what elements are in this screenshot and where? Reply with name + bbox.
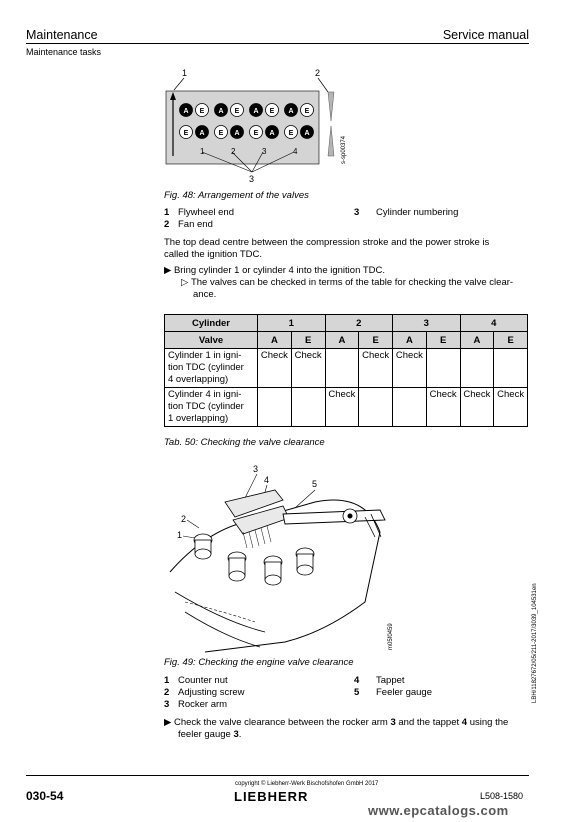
- cylinder-header: Cylinder: [165, 315, 258, 332]
- fig48-callout-3: 3: [249, 174, 255, 184]
- fig49-side-code: m05f0459: [388, 623, 394, 650]
- page-number: 030-54: [26, 789, 64, 803]
- header-rule: [26, 43, 529, 44]
- header-subtitle: Maintenance tasks: [26, 47, 102, 57]
- valve-col: E: [291, 332, 325, 349]
- step-arrow-icon: ▶: [164, 717, 172, 728]
- table-cell: Check: [494, 388, 528, 427]
- valve-col: A: [393, 332, 427, 349]
- engine-valve-figure: [165, 462, 405, 654]
- valve-letter: A: [199, 130, 205, 137]
- header-left-title: Maintenance: [26, 28, 98, 42]
- fig49-legend-5: 5 Feeler gauge: [354, 687, 432, 698]
- valve-letter: E: [218, 130, 224, 137]
- valve-col: E: [359, 332, 393, 349]
- cylinder-2-header: 2: [325, 315, 393, 332]
- table-cell: Check: [393, 349, 427, 388]
- fig48-legend-3: 3 Cylinder numbering: [354, 207, 459, 218]
- fig49-callout-2: 2: [181, 514, 187, 524]
- cylinder-3-header: 3: [393, 315, 461, 332]
- valve-clearance-table: [164, 314, 528, 427]
- table-caption: Tab. 50: Checking the valve clearance: [164, 437, 325, 448]
- row-label: Cylinder 1 in igni- tion TDC (cylinder 4 overlapping): [165, 349, 258, 388]
- footer-rule: [26, 775, 529, 776]
- valve-letter: A: [253, 108, 259, 115]
- brand-logo: LIEBHERR: [234, 789, 309, 804]
- valve-col: A: [258, 332, 292, 349]
- table-cell: [258, 388, 292, 427]
- fig48-cyl-3: 3: [262, 147, 267, 156]
- valve-letter: E: [288, 130, 294, 137]
- valve-letter: E: [269, 108, 275, 115]
- valve-header: Valve: [165, 332, 258, 349]
- table-cell: [426, 349, 460, 388]
- table-cell: Check: [258, 349, 292, 388]
- valve-letter: A: [234, 130, 240, 137]
- table-cell: Check: [460, 388, 494, 427]
- table-cell: Check: [291, 349, 325, 388]
- fig48-caption: Fig. 48: Arrangement of the valves: [164, 190, 309, 201]
- fig49-caption: Fig. 49: Checking the engine valve clearance: [164, 657, 354, 668]
- cylinder-4-header: 4: [460, 315, 528, 332]
- fig49-legend-1: 1 Counter nut: [164, 675, 228, 686]
- table-cell: Check: [325, 388, 359, 427]
- fig48-cyl-4: 4: [293, 147, 298, 156]
- cylinder-1-header: 1: [258, 315, 326, 332]
- valve-letter: E: [253, 130, 259, 137]
- row-label: Cylinder 4 in igni- tion TDC (cylinder 1 overlapping): [165, 388, 258, 427]
- table-cell: [359, 388, 393, 427]
- valve-letter: A: [304, 130, 310, 137]
- fig49-legend-4: 4 Tappet: [354, 675, 405, 686]
- fig48-callout-2: 2: [315, 68, 321, 78]
- fig49-legend-3: 3 Rocker arm: [164, 699, 228, 710]
- fig48-legend-2: 2 Fan end: [164, 219, 213, 230]
- table-row: [165, 349, 528, 388]
- valve-letter: E: [234, 108, 240, 115]
- valve-letter: E: [183, 130, 189, 137]
- watermark: www.epcatalogs.com: [368, 803, 509, 818]
- tdc-paragraph: The top dead centre between the compression stroke and the power stroke is called the ignition TDC.: [164, 237, 490, 260]
- fig48-cyl-2: 2: [231, 147, 236, 156]
- table-cell: [325, 349, 359, 388]
- fig49-callout-5: 5: [312, 479, 318, 489]
- table-cell: [291, 388, 325, 427]
- valve-letter: A: [288, 108, 294, 115]
- result-arrow-icon: ▷: [181, 277, 189, 288]
- valve-col: E: [494, 332, 528, 349]
- fig48-legend-1: 1 Flywheel end: [164, 207, 234, 218]
- fig49-callout-4: 4: [264, 475, 270, 485]
- valve-letter: E: [304, 108, 310, 115]
- fig49-callout-1: 1: [177, 530, 183, 540]
- tdc-result: ▷ The valves can be checked in terms of the table for checking the valve clear-: [181, 277, 514, 288]
- table-header-row-valve: [165, 332, 528, 349]
- feeler-step: ▶ Check the valve clearance between the rocker arm 3 and the tappet 4 using the feeler gauge 3.: [164, 717, 509, 740]
- valve-letter: A: [269, 130, 275, 137]
- tdc-step: ▶ Bring cylinder 1 or cylinder 4 into the ignition TDC.: [164, 265, 385, 276]
- valve-letter: E: [199, 108, 205, 115]
- table-cell: Check: [359, 349, 393, 388]
- fig48-callout-1: 1: [182, 68, 188, 78]
- footer-copyright: copyright © Liebherr-Werk Bischofshofen GmbH 2017: [235, 781, 379, 787]
- valve-arrangement-figure: [160, 66, 360, 186]
- table-cell: Check: [426, 388, 460, 427]
- valve-letter: A: [218, 108, 224, 115]
- table-cell: [494, 349, 528, 388]
- table-cell: [460, 349, 494, 388]
- header-right-title: Service manual: [442, 28, 529, 42]
- fig49-callout-3: 3: [253, 464, 259, 474]
- step-arrow-icon: ▶: [164, 265, 172, 276]
- fig48-cyl-1: 1: [200, 147, 205, 156]
- table-cell: [393, 388, 427, 427]
- table-header-row-cylinder: [165, 315, 528, 332]
- valve-col: E: [426, 332, 460, 349]
- table-row: [165, 388, 528, 427]
- tdc-result-cont: ance.: [193, 289, 217, 300]
- fig49-legend-2: 2 Adjusting screw: [164, 687, 245, 698]
- margin-doc-code: LBH/11827672/05/211-2017/3039_104531en: [532, 583, 538, 703]
- valve-col: A: [460, 332, 494, 349]
- valve-col: A: [325, 332, 359, 349]
- fig48-side-code: s-sp00374: [341, 135, 347, 164]
- valve-letter: A: [183, 108, 189, 115]
- model-number: L508-1580: [480, 791, 524, 801]
